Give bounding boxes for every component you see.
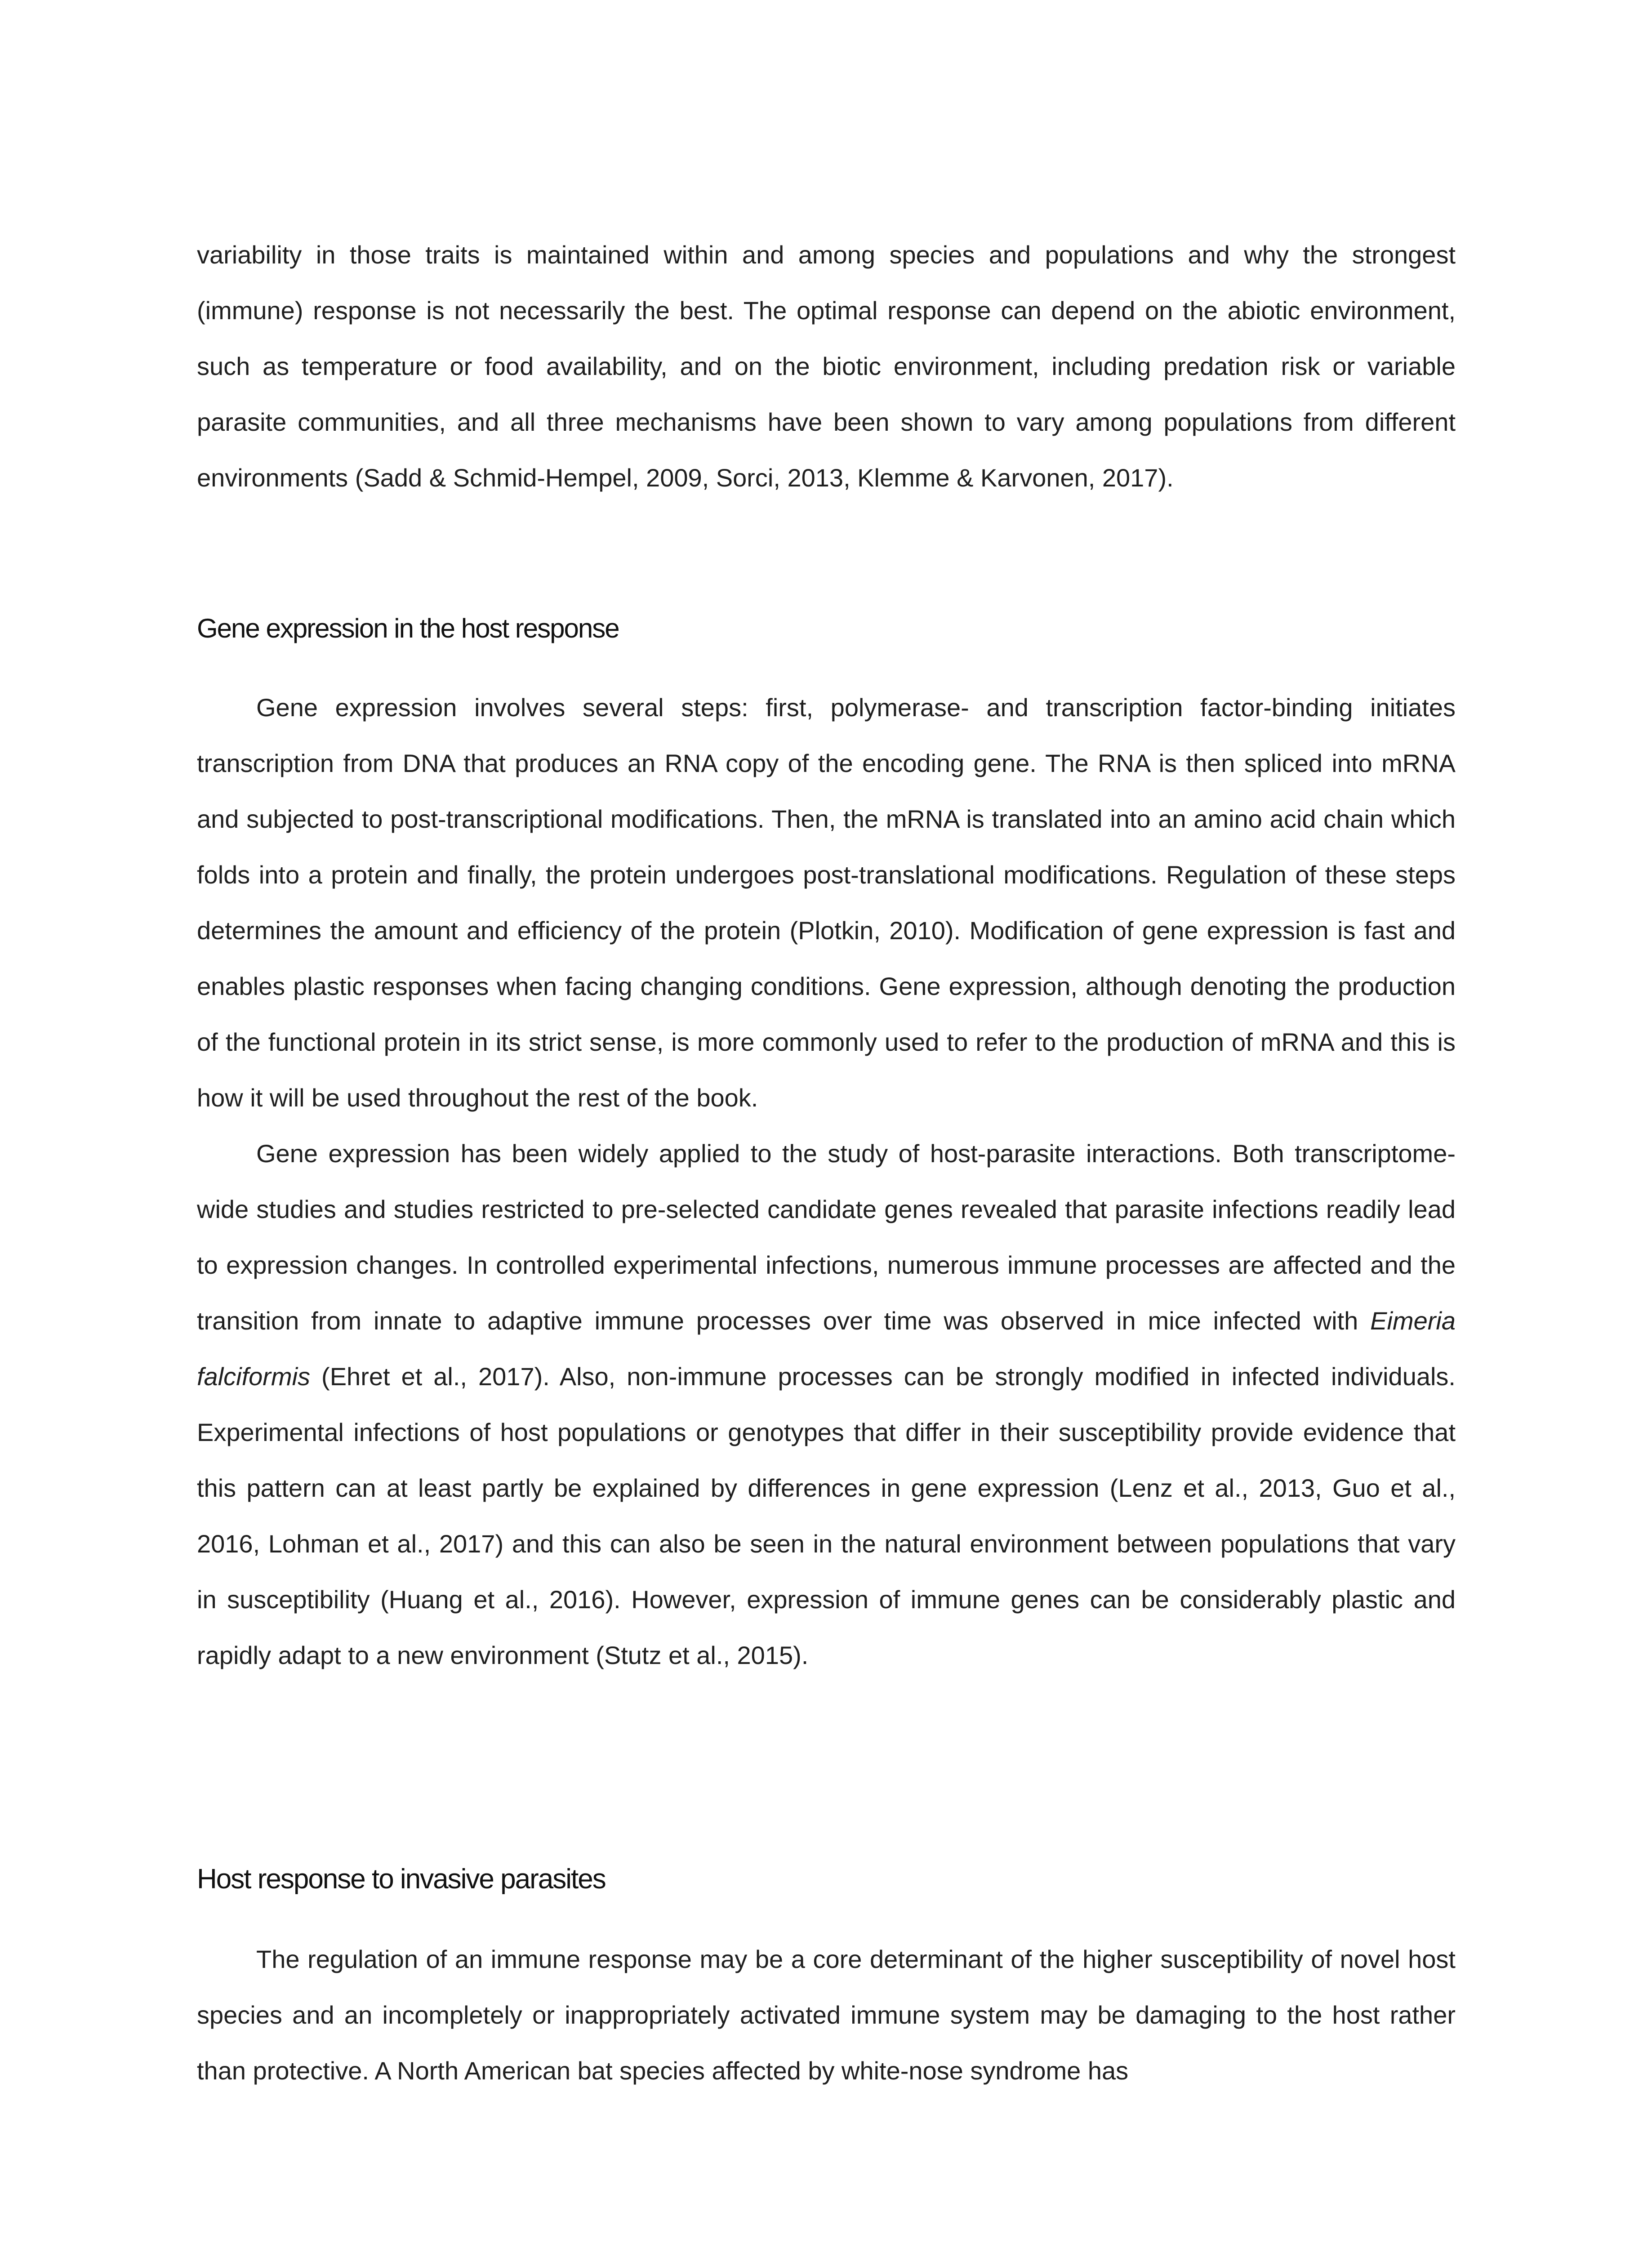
section-heading: Host response to invasive parasites (197, 1864, 606, 1895)
section-heading: Gene expression in the host response (197, 613, 619, 643)
top-section (197, 227, 1456, 506)
body-paragraph: Gene expression involves several steps: first, polymerase- and transcription factor-binding initiates transcription from DNA that produces an RNA copy of the encoding gene. The RNA is then spliced into mRNA and subjected to post-transcriptional modifications. Then, the mRNA is translated into an amino acid chain which folds into a protein and finally, the protein undergoes post-translational modifications. Regulation of these steps determines the amount and efficiency of the protein (Plotkin, 2010). Modification of gene expression is fast and enables plastic responses when facing changing conditions. Gene expression, although denoting the production of the functional protein in its strict sense, is more commonly used to refer to the production of mRNA and this is how it will be used throughout the rest of the book. (197, 693, 1456, 1112)
heading-gene-expression-block (197, 611, 1456, 647)
species-name: Eimeria falciformis (197, 1307, 1456, 1391)
body-paragraph (197, 1126, 1456, 1683)
paragraph-text: (Ehret et al., 2017). Also, non-immune processes can be strongly modified in infected individuals. Experimental infections of host populations or genotypes that differ in their susceptibility provide evidence that this pattern can at least partly be explained by differences in gene expression (Lenz et al., 2013, Guo et al., 2016, Lohman et al., 2017) and this can also be seen in the natural environment between populations that vary in susceptibility (Huang et al., 2016). However, expression of immune genes can be considerably plastic and rapidly adapt to a new environment (Stutz et al., 2015). (197, 1362, 1456, 1669)
gene-expression-section (197, 680, 1456, 1683)
paragraph-text: Gene expression has been widely applied to the study of host-parasite interactions. Both transcriptome-wide studies and studies restricted to pre-selected candidate genes revealed that parasite infections readily lead to expression changes. In controlled experimental infections, numerous immune processes are affected and the transition from innate to adaptive immune processes over time was observed in mice infected with (197, 1139, 1456, 1335)
invasive-section (197, 1931, 1456, 2099)
body-paragraph: variability in those traits is maintained within and among species and populations and why the strongest (immune) response is not necessarily the best. The optimal response can depend on the abiotic environment, such as temperature or food availability, and on the biotic environment, including predation risk or variable parasite communities, and all three mechanisms have been shown to vary among populations from different environments (Sadd & Schmid-Hempel, 2009, Sorci, 2013, Klemme & Karvonen, 2017). (197, 241, 1456, 492)
body-paragraph: The regulation of an immune response may be a core determinant of the higher susceptibility of novel host species and an incompletely or inappropriately activated immune system may be damaging to the host rather than protective. A North American bat species affected by white-nose syndrome has (197, 1945, 1456, 2085)
heading-invasive-block (197, 1861, 1456, 1897)
